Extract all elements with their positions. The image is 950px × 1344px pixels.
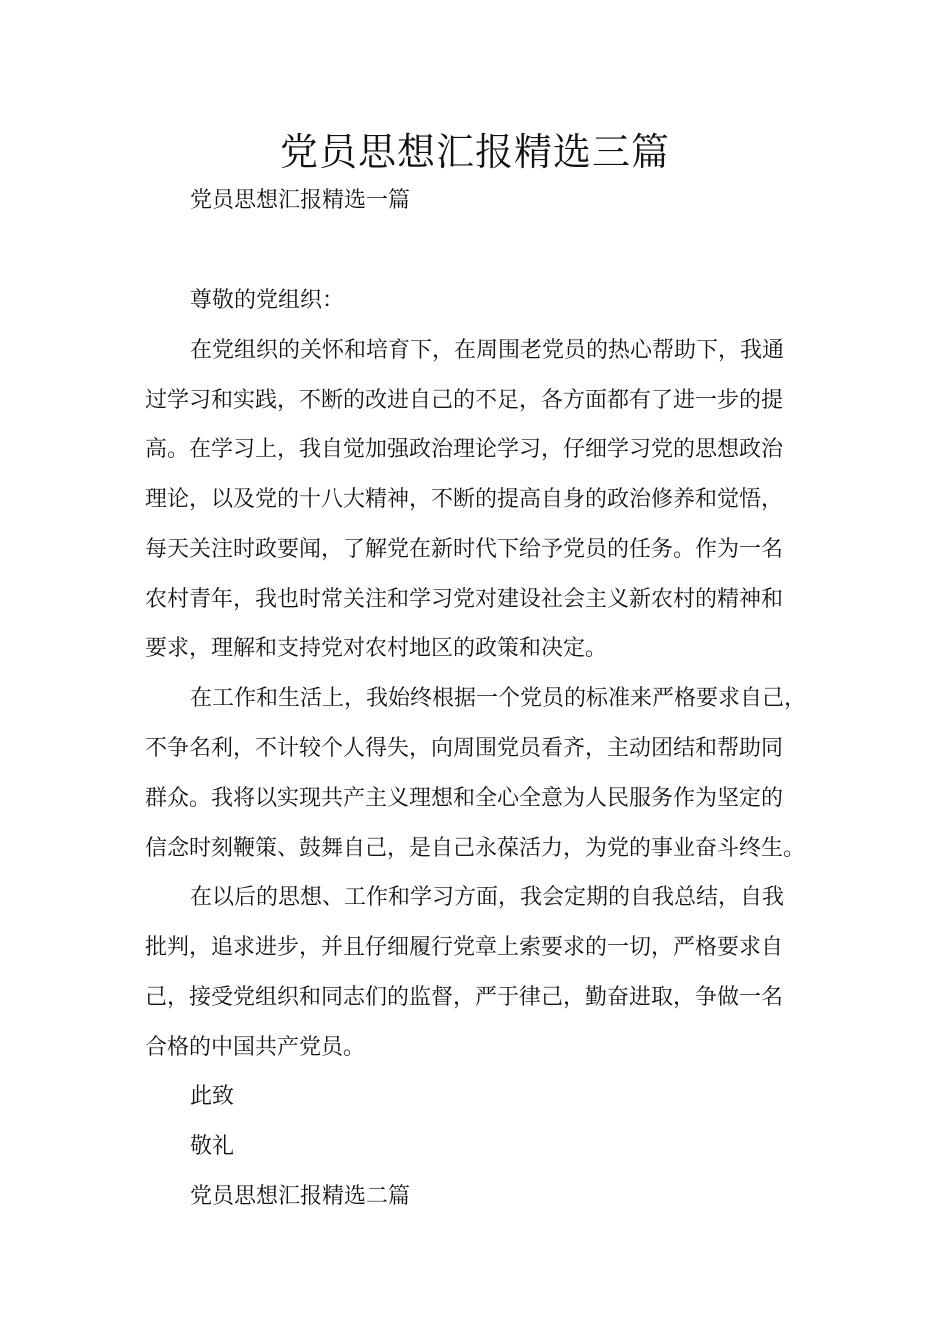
paragraph-line: 批判，追求进步，并且仔细履行党章上索要求的一切，严格要求自 [145, 935, 784, 960]
document-title: 党员思想汇报精选三篇 [279, 130, 670, 174]
paragraph-line: 高。在学习上，我自觉加强政治理论学习，仔细学习党的思想政治 [145, 437, 784, 462]
paragraph-line: 合格的中国共产党员。 [145, 1035, 366, 1060]
closing-cizhi: 此致 [190, 1084, 235, 1109]
paragraph-line: 理论，以及党的十八大精神，不断的提高自身的政治修养和觉悟， [145, 487, 784, 512]
section-heading-2: 党员思想汇报精选二篇 [190, 1184, 411, 1209]
salutation: 尊敬的党组织： [190, 288, 345, 313]
paragraph-line: 在以后的思想、工作和学习方面，我会定期的自我总结，自我 [190, 885, 785, 910]
paragraph-line: 在党组织的关怀和培育下，在周围老党员的热心帮助下，我通 [190, 338, 785, 363]
paragraph-line: 己，接受党组织和同志们的监督，严于律己，勤奋进取，争做一名 [145, 985, 784, 1010]
section-heading-1: 党员思想汇报精选一篇 [190, 188, 411, 213]
paragraph-line: 过学习和实践，不断的改进自己的不足，各方面都有了进一步的提 [145, 388, 784, 413]
paragraph-line: 信念时刻鞭策、鼓舞自己，是自己永葆活力，为党的事业奋斗终生。 [145, 836, 806, 861]
closing-jingli: 敬礼 [190, 1134, 235, 1159]
paragraph-line: 不争名利，不计较个人得失，向周围党员看齐，主动团结和帮助同 [145, 736, 784, 761]
paragraph-line: 要求，理解和支持党对农村地区的政策和决定。 [145, 636, 608, 661]
paragraph-line: 农村青年，我也时常关注和学习党对建设社会主义新农村的精神和 [145, 587, 784, 612]
paragraph-line: 在工作和生活上，我始终根据一个党员的标准来严格要求自己， [190, 686, 807, 711]
paragraph-line: 每天关注时政要闻，了解党在新时代下给予党员的任务。作为一名 [145, 537, 784, 562]
paragraph-line: 群众。我将以实现共产主义理想和全心全意为人民服务作为坚定的 [145, 786, 784, 811]
